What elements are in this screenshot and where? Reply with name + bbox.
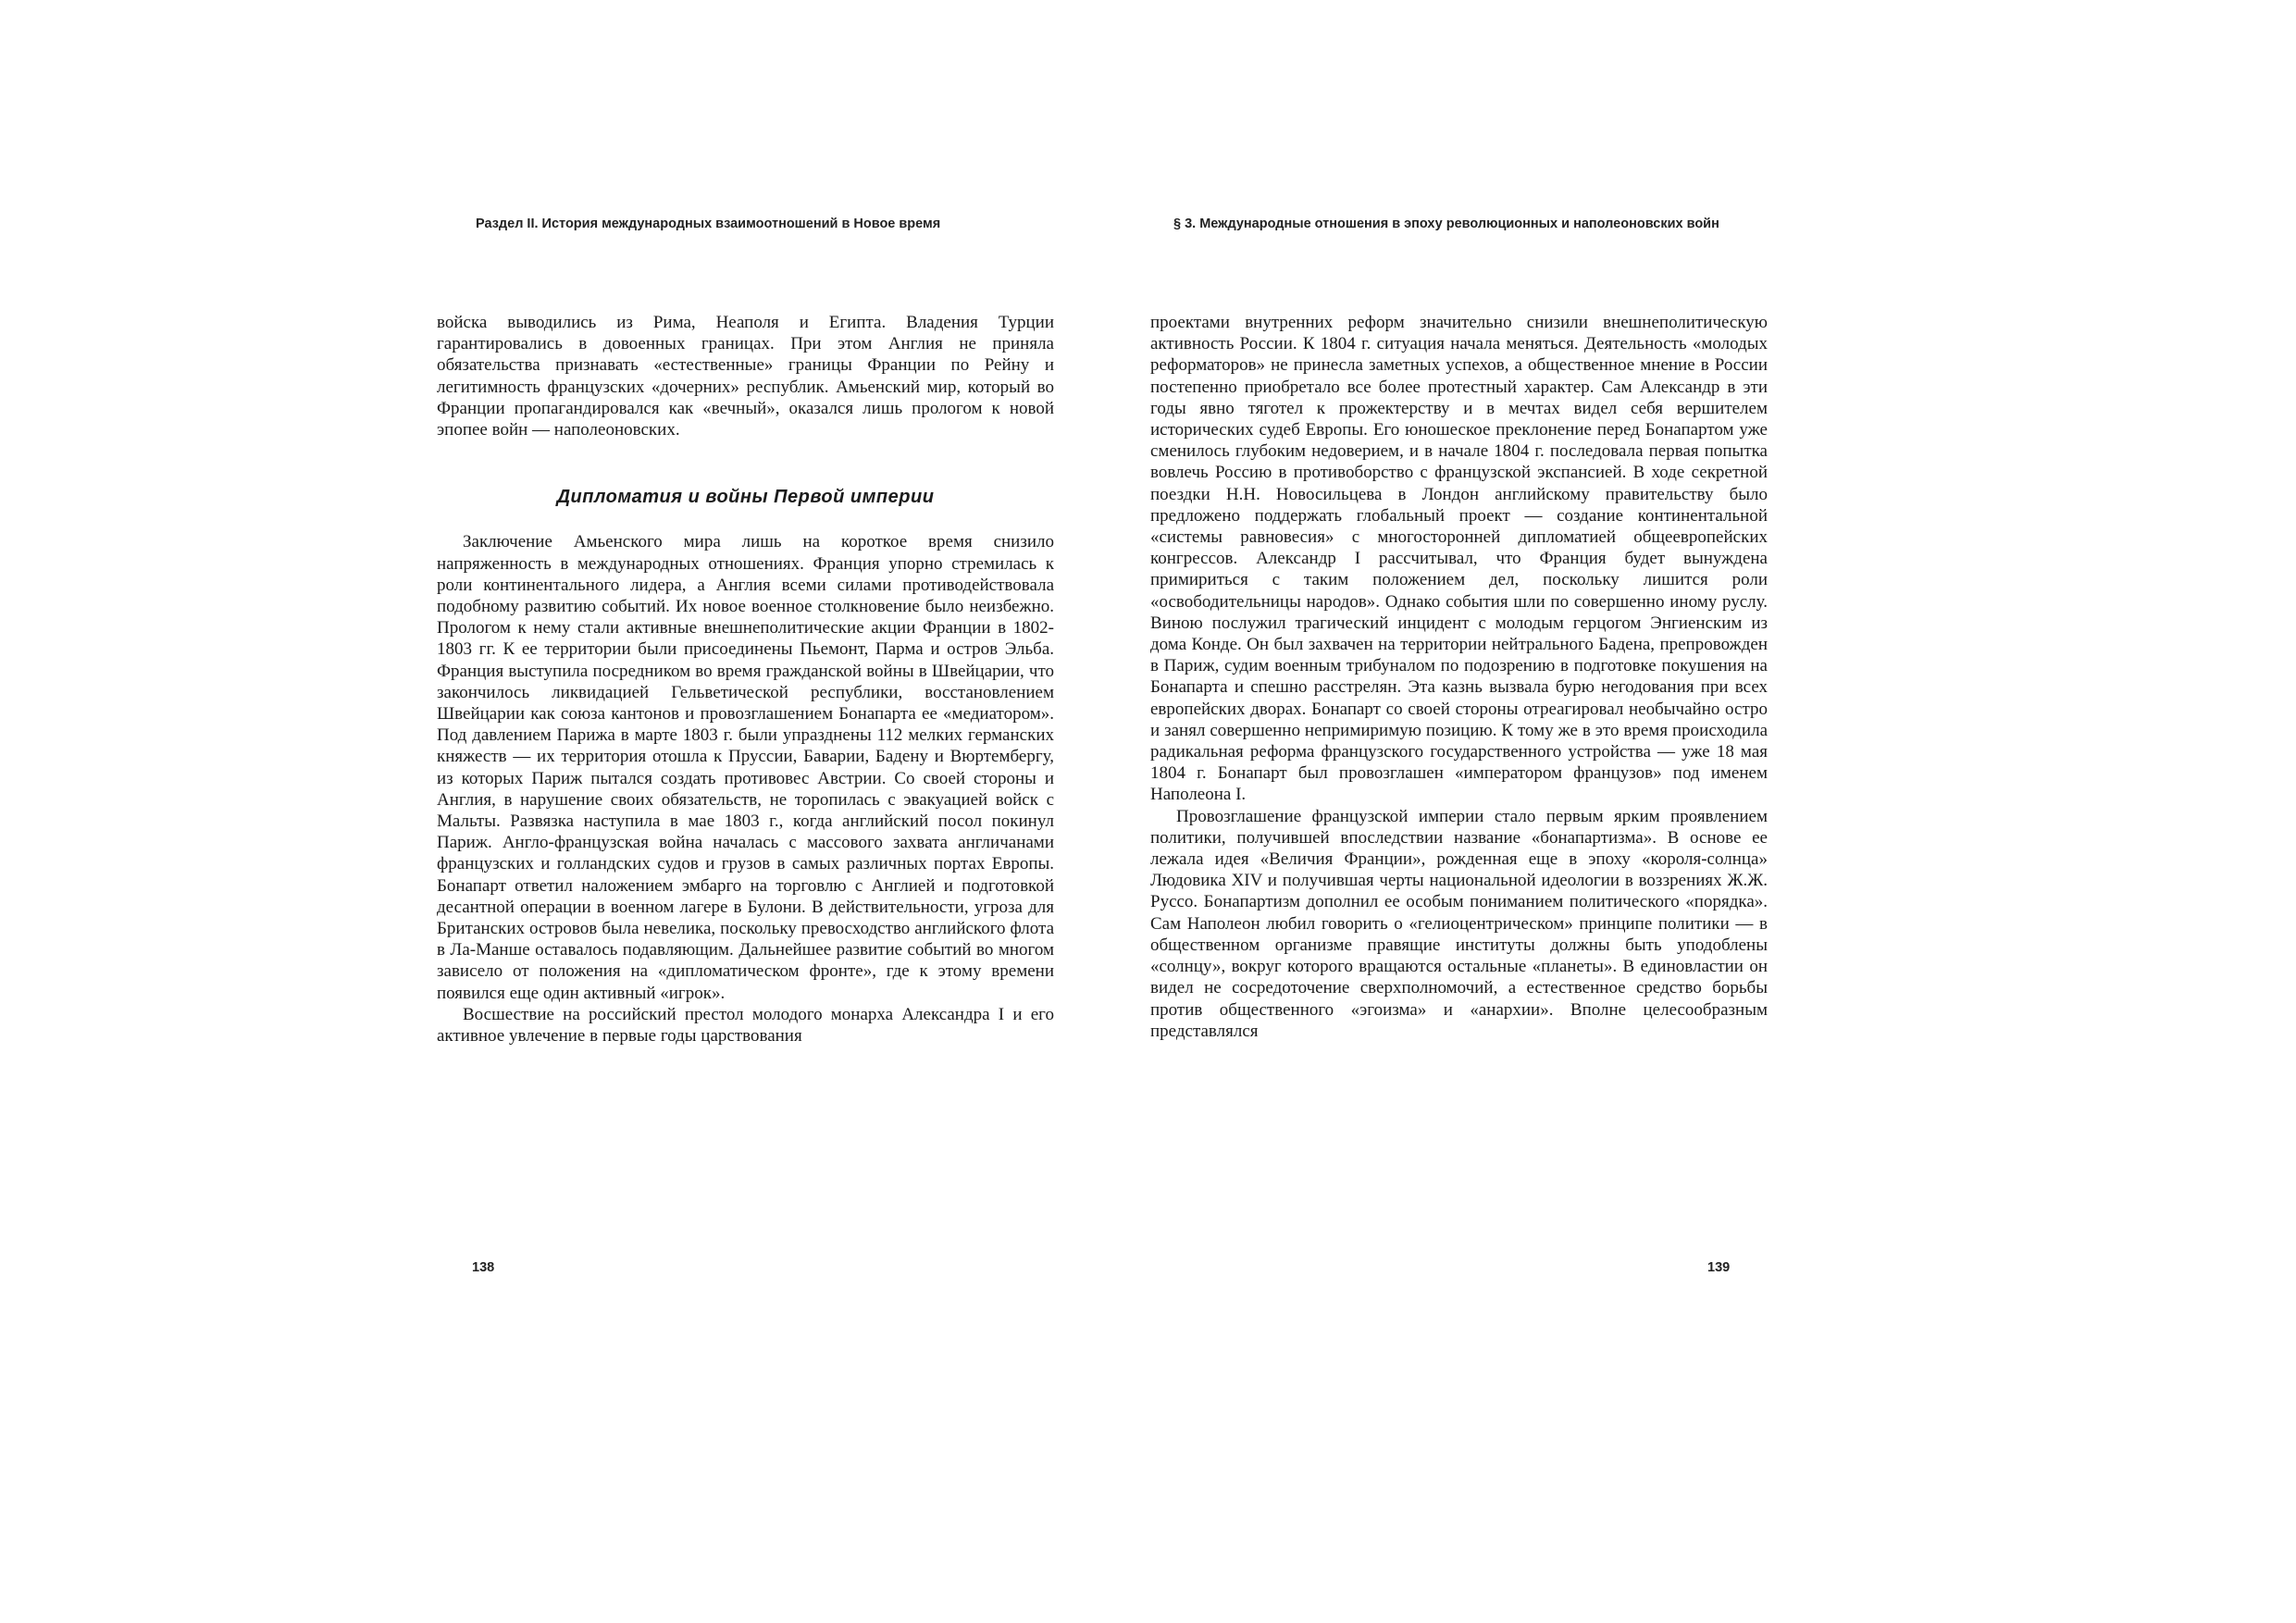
section-heading: Дипломатия и войны Первой империи bbox=[556, 487, 935, 508]
paragraph: Заключение Амьенского мира лишь на короткое время снизило напряженность в международных отношениях. Франция упорно стремилась к роли континентального лидера, а Англия всеми силами противодействовала подобному развитию событий. Их новое военное столкновение было неизбежно. Прологом к нему стали активные внешнеполитические акции Франции в 1802-1803 гг. К ее территории были присоединены Пьемонт, Парма и остров Эльба. Франция выступила посредником во время гражданской войны в Швейцарии, что закончилось ликвидацией Гельветической республики, восстановлением Швейцарии как союза кантонов и провозглашением Бонапарта ее «медиатором». Под давлением Парижа в марте 1803 г. были упразднены 112 мелких германских княжеств — их территория отошла к Пруссии, Баварии, Бадену и Вюртембергу, из которых Париж пытался создать противовес Австрии. Со своей стороны и Англия, в нарушение своих обязательств, не торопилась с эвакуацией войск с Мальты. Развязка наступила в мае 1803 г., когда английский посол покинул Париж. Англо-французская война началась с массового захвата англичанами французских и голландских судов и грузов в самых различных портах Европы. Бонапарт ответил наложением эмбарго на торговлю с Англией и подготовкой десантной операции в военном лагере в Булони. В действительности, угроза для Британских островов была невелика, поскольку превосходство английского флота в Ла-Манше оставалось подавляющим. Дальнейшее развитие событий во многом зависело от положения на «дипломатическом фронте», где к этому времени появился еще один активный «игрок». bbox=[437, 532, 1054, 1003]
right-page bbox=[1148, 0, 2296, 1623]
page-number-left: 138 bbox=[472, 1260, 495, 1275]
paragraph: Провозглашение французской империи стало первым ярким проявлением политики, получившей впоследствии название «бонапартизма». В основе ее лежала идея «Величия Франции», рожденная еще в эпоху «короля-солнца» Людовика XIV и получившая черты национальной идеологии в воззрениях Ж.Ж. Руссо. Бонапартизм дополнил ее особым пониманием политического «порядка». Сам Наполеон любил говорить о «гелиоцентрическом» принципе политики — в общественном организме правящие институты должны быть уподоблены «солнцу», вокруг которого вращаются остальные «планеты». В единовластии он видел не сосредоточение сверхполномочий, а естественное средство борьбы против общественного «эгоизма» и «анархии». Вполне целесообразным представлялся bbox=[1150, 806, 1768, 1041]
paragraph: войска выводились из Рима, Неаполя и Египта. Владения Турции гарантировались в довоенных границах. При этом Англия не приняла обязательства признавать «естественные» границы Франции по Рейну и легитимность французских «дочерних» республик. Амьенский мир, который во Франции пропагандировался как «вечный», оказался лишь прологом к новой эпопее войн — наполеоновских. bbox=[437, 313, 1054, 440]
right-text-block bbox=[1150, 312, 1768, 1042]
running-head-right: § 3. Международные отношения в эпоху революционных и наполеоновских войн bbox=[1173, 217, 1719, 231]
running-head-left: Раздел II. История международных взаимоотношений в Новое время bbox=[476, 217, 941, 231]
paragraph: проектами внутренних реформ значительно снизили внешнеполитическую активность России. К 1804 г. ситуация начала меняться. Деятельность «молодых реформаторов» не принесла заметных успехов, а общественное мнение в России постепенно приобретало все более протестный характер. Сам Александр в эти годы явно тяготел к прожектерству и в мечтах видел себя вершителем исторических судеб Европы. Его юношеское преклонение перед Бонапартом уже сменилось глубоким недоверием, и в начале 1804 г. последовала первая попытка вовлечь Россию в противоборство с французской экспансией. В ходе секретной поездки Н.Н. Новосильцева в Лондон английскому правительству было предложено поддержать глобальный проект — создание континентальной «системы равновесия» с многосторонней дипломатией общеевропейских конгрессов. Александр I рассчитывал, что Франция будет вынуждена примириться с таким положением дел, поскольку лишится роли «освободительницы народов». Однако события шли по совершенно иному руслу. Виною послужил трагический инцидент с молодым герцогом Энгиенским из дома Конде. Он был захвачен на территории нейтрального Бадена, препровожден в Париж, судим военным трибуналом по подозрению в подготовке покушения на Бонапарта и спешно расстрелян. Эта казнь вызвала бурю негодования при всех европейских дворах. Бонапарт со своей стороны отреагировал необычайно остро и занял совершенно непримиримую позицию. К тому же в это время происходила радикальная реформа французского государственного устройства — уже 18 мая 1804 г. Бонапарт был провозглашен «императором французов» под именем Наполеона I. bbox=[1150, 313, 1768, 805]
paragraph: Восшествие на российский престол молодого монарха Александра I и его активное увлечение в первые годы царствования bbox=[437, 1004, 1054, 1047]
left-text-block bbox=[437, 312, 1054, 1047]
page-number-right: 139 bbox=[1707, 1260, 1731, 1275]
